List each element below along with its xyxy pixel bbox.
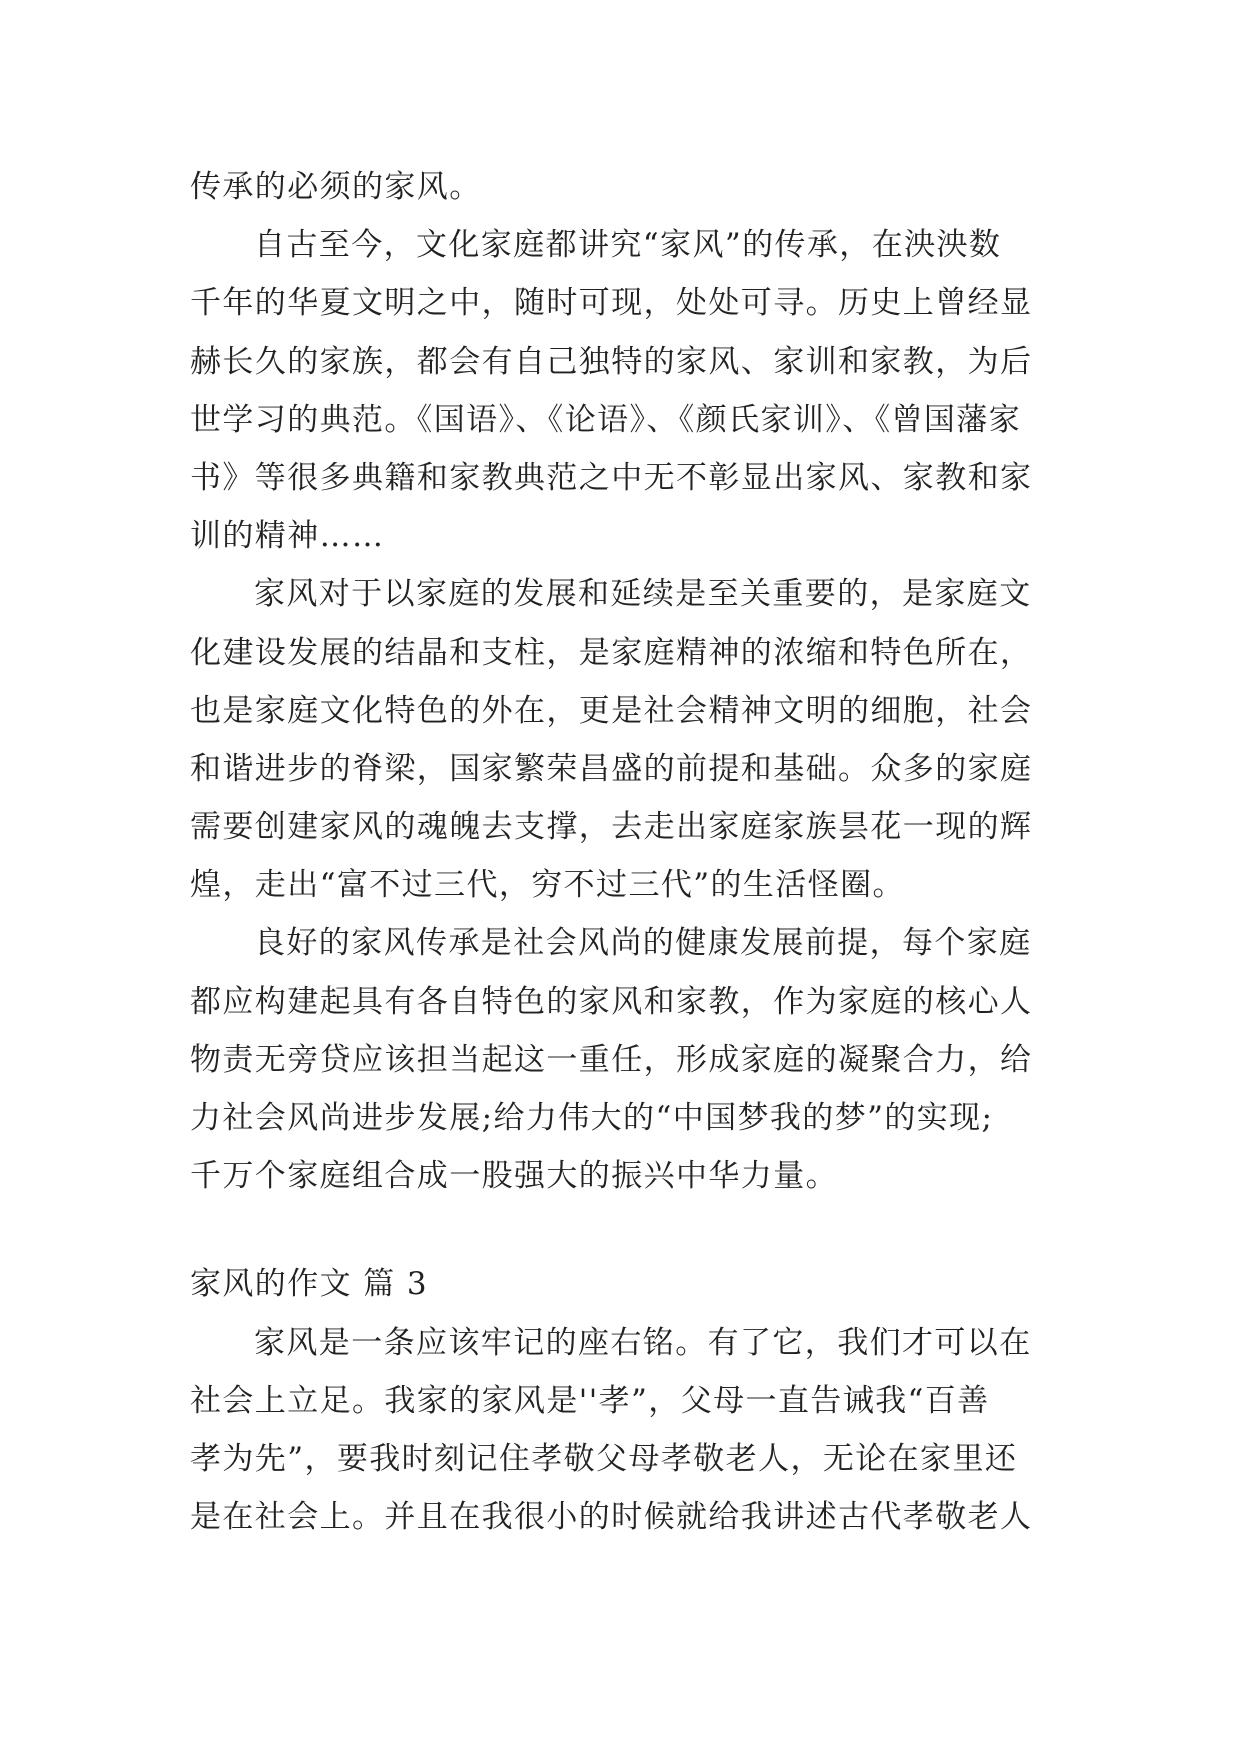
paragraph-line: 煌，走出“富不过三代，穷不过三代”的生活怪圈。 [190,867,905,904]
paragraph-line: 也是家庭文化特色的外在，更是社会精神文明的细胞，社会 [190,692,1033,729]
paragraph [190,216,1060,565]
paragraph [190,565,1060,914]
paragraph-line: 孝为先”，要我时刻记住孝敬父母孝敬老人，无论在家里还 [190,1440,1018,1477]
paragraph-line: 训的精神…… [190,518,385,555]
paragraph-line: 良好的家风传承是社会风尚的健康发展前提，每个家庭 [254,925,1032,962]
paragraph-line: 是在社会上。并且在我很小的时候就给我讲述古代孝敬老人 [190,1499,1033,1536]
paragraph-line: 家风对于以家庭的发展和延续是至关重要的，是家庭文 [254,576,1032,613]
paragraph-line: 需要创建家风的魂魄去支撑，去走出家庭家族昙花一现的辉 [190,809,1033,846]
paragraph-line: 书》等很多典籍和家教典范之中无不彰显出家风、家教和家 [190,459,1033,496]
paragraph-line: 千年的华夏文明之中，随时可现，处处可寻。历史上曾经显 [190,285,1033,322]
section-heading [190,1255,1060,1313]
paragraph-line: 自古至今，文化家庭都讲究“家风”的传承，在泱泱数 [254,227,1002,264]
paragraph [190,914,1060,1205]
paragraph-line: 都应构建起具有各自特色的家风和家教，作为家庭的核心人 [190,983,1033,1020]
paragraph-line: 千万个家庭组合成一股强大的振兴中华力量。 [190,1158,838,1195]
heading-text: 家风的作文 篇 3 [190,1266,429,1303]
document-body [190,158,1060,1546]
paragraph-line: 传承的必须的家风。 [190,169,482,205]
paragraph-line: 化建设发展的结晶和支柱，是家庭精神的浓缩和特色所在， [190,634,1033,671]
paragraph-line: 物责无旁贷应该担当起这一重任，形成家庭的凝聚合力，给 [190,1041,1033,1078]
paragraph-line: 和谐进步的脊梁，国家繁荣昌盛的前提和基础。众多的家庭 [190,750,1033,787]
paragraph-line: 世学习的典范。《国语》、《论语》、《颜氏家训》、《曾国藩家 [190,401,1022,438]
paragraph-line: 力社会风尚进步发展;给力伟大的“中国梦我的梦”的实现; [190,1100,994,1136]
paragraph-line: 家风是一条应该牢记的座右铭。有了它，我们才可以在 [254,1324,1032,1361]
paragraph-line: 社会上立足。我家的家风是''孝”，父母一直告诫我“百善 [190,1382,990,1419]
paragraph-line: 赫长久的家族，都会有自己独特的家风、家训和家教，为后 [190,343,1033,380]
paragraph [190,158,1060,216]
paragraph [190,1314,1060,1547]
